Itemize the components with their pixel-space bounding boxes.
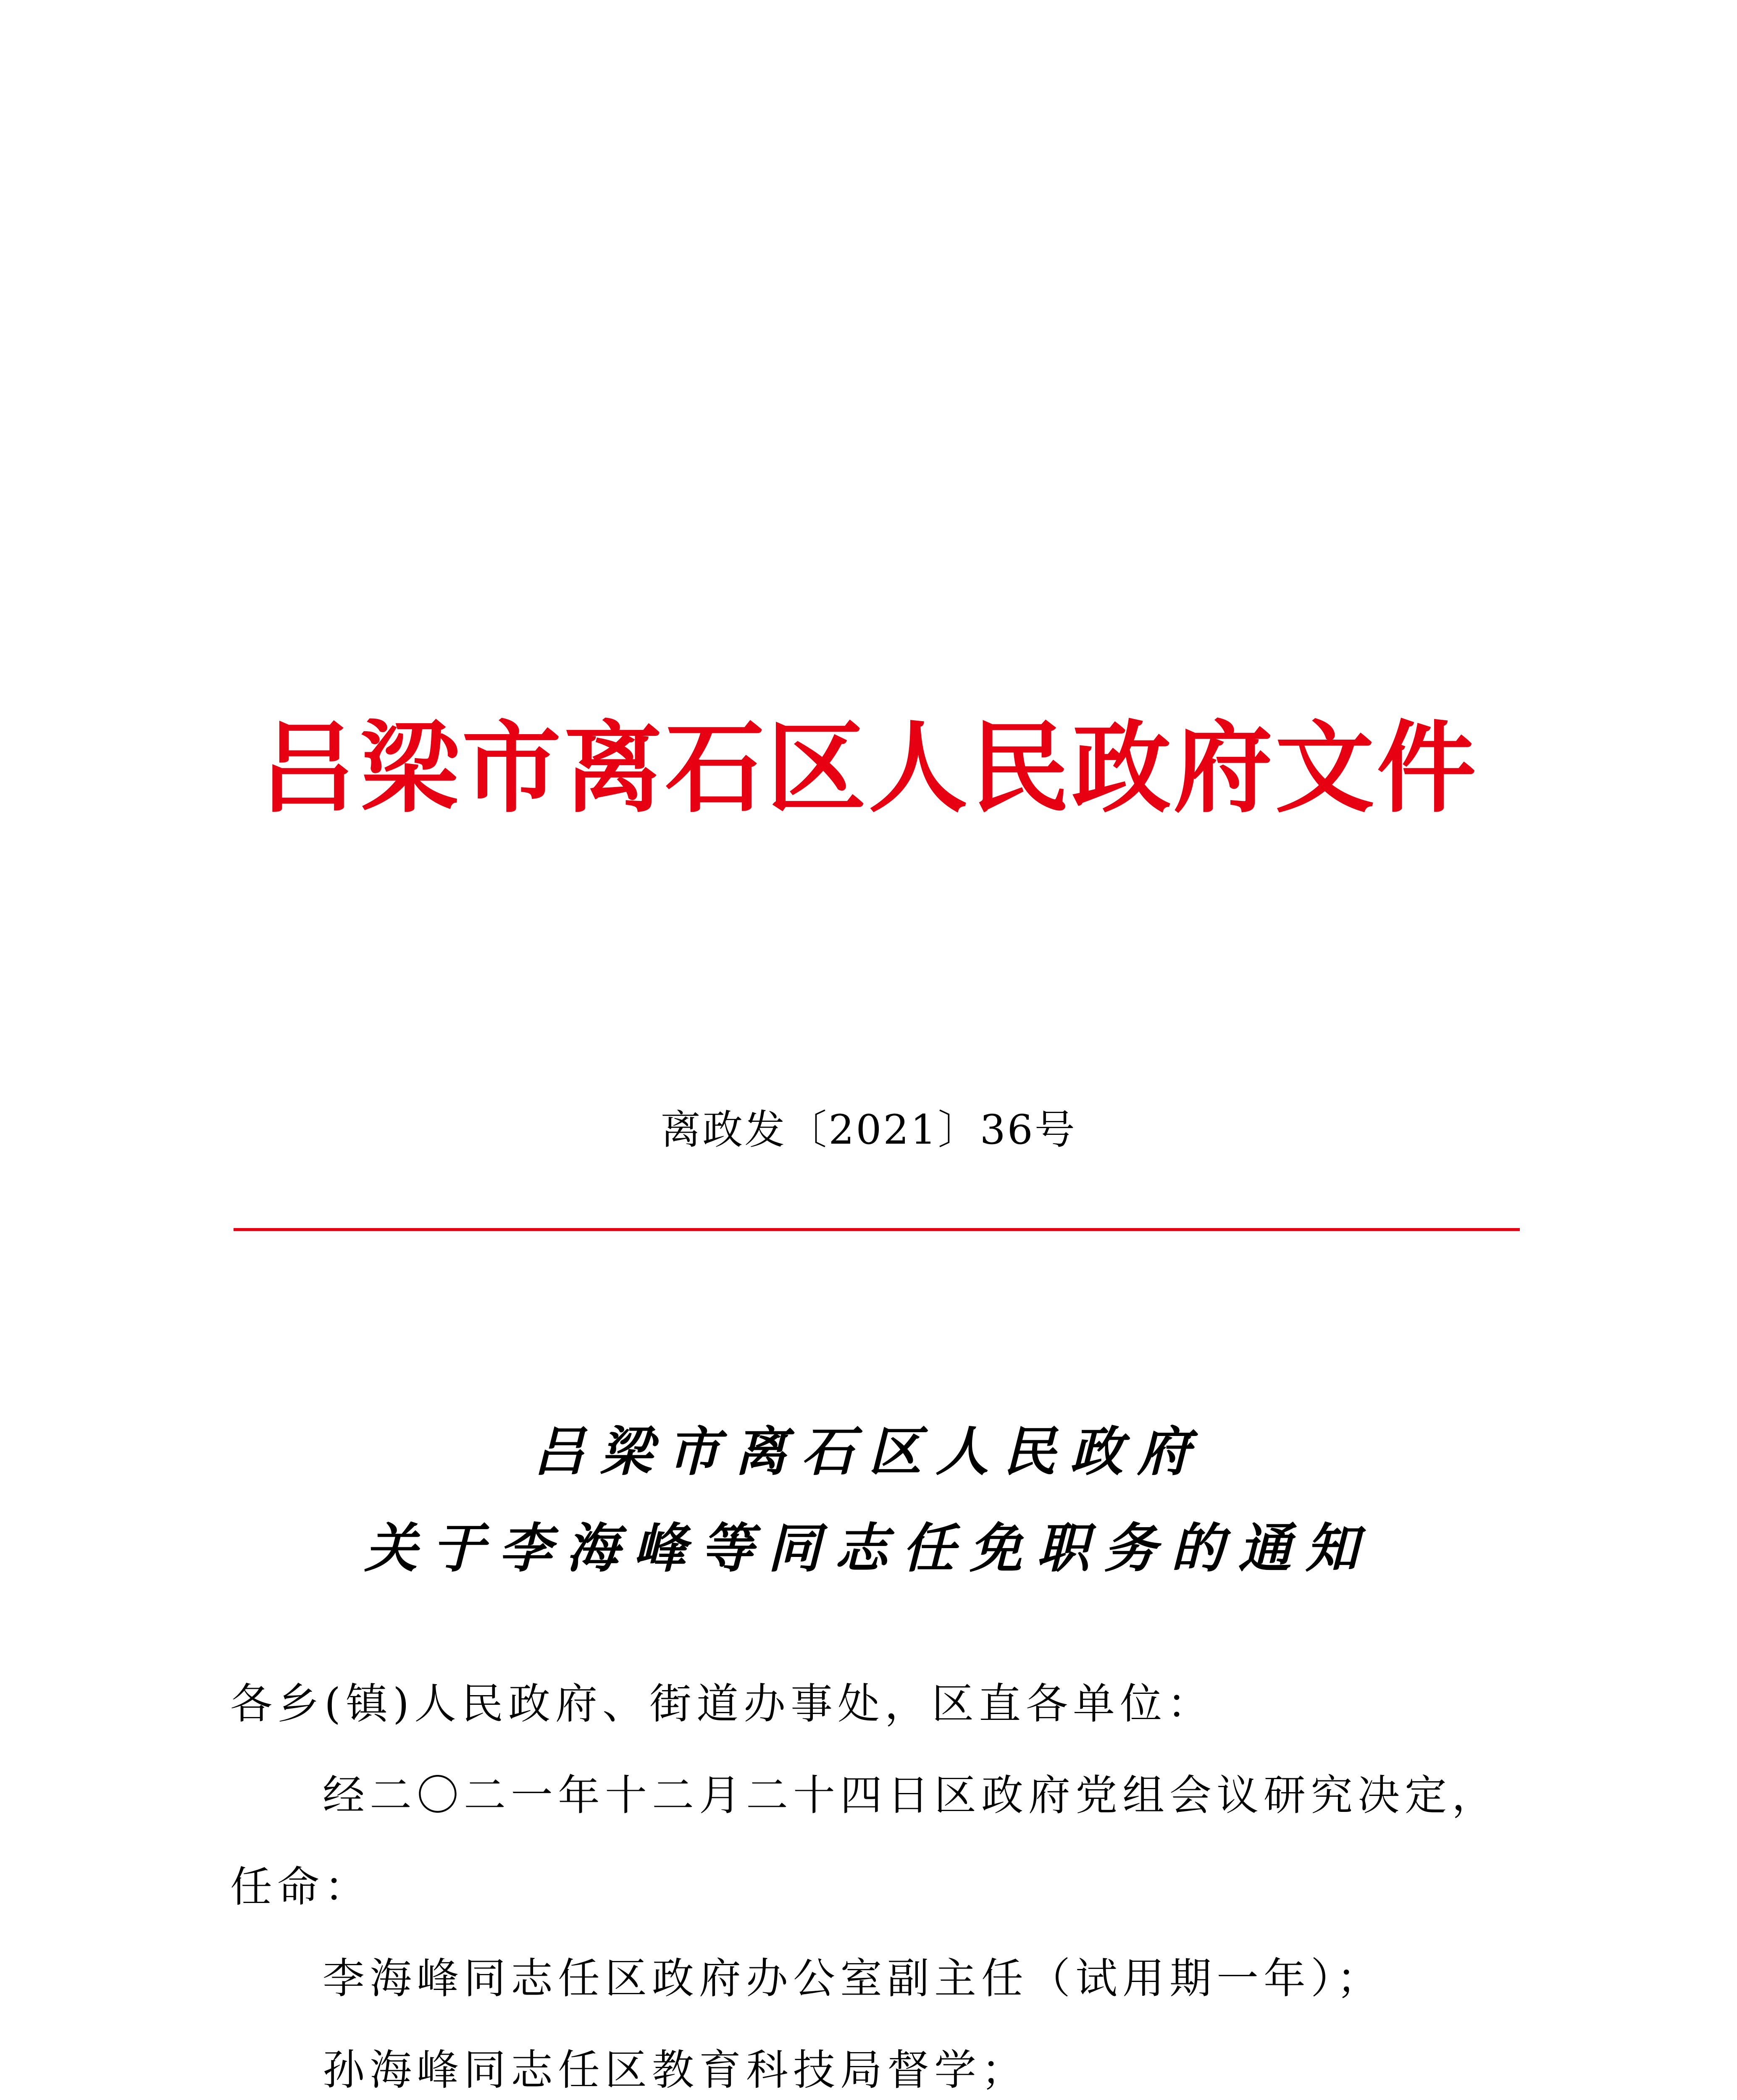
decision-paragraph-line-2: 任命： [230,1862,371,1911]
issuing-authority-header: 吕梁市离石区人民政府文件 [258,711,1479,826]
document-number: 离政发〔2021〕36号 [660,1106,1077,1153]
red-separator-line [234,1228,1520,1231]
notice-title-line-1: 吕梁市离石区人民政府 [532,1420,1205,1483]
appointment-item: 孙海峰同志任区教育科技局督学； [323,2045,1028,2095]
notice-title-line-2: 关于李海峰等同志任免职务的通知 [364,1517,1373,1579]
appointment-item: 李海峰同志任区政府办公室副主任（试用期一年）； [323,1954,1384,2003]
decision-paragraph-line-1: 经二〇二一年十二月二十四日区政府党组会议研究决定， [323,1771,1499,1820]
salutation: 各乡(镇)人民政府、街道办事处，区直各单位： [230,1679,1214,1728]
